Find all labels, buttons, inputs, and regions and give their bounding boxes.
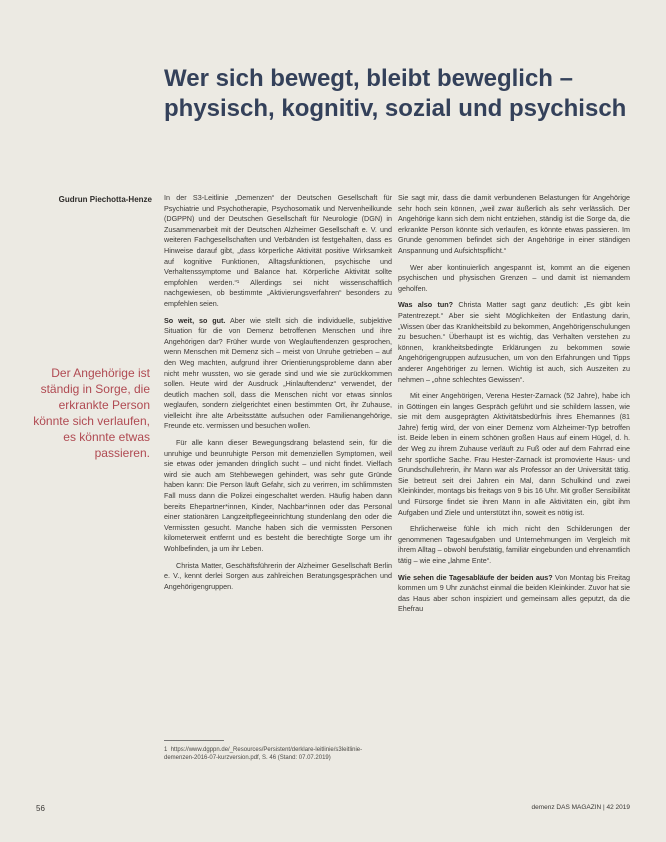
paragraph: Christa Matter, Geschäftsführerin der Alzheimer Gesellschaft Berlin e. V., kennt derlei Sorgen aus zahlreichen Beratungsgesprächen und Angehörigengruppen. xyxy=(164,560,392,591)
paragraph: Sie sagt mir, dass die damit verbundenen Belastungen für Angehörige sehr hoch sein können, „weil zwar äußerlich als sehr verlässlich. Der Angehörige kann sich dem nicht entziehen, ständig ist die Sorge da, die erkrankte Person könnte sich verlaufen, es könnte etwas passieren. Im Grunde genommen befindet sich der Angehörige in einer ständigen Anspannung und Aufsichtspflicht.“ xyxy=(398,193,630,255)
page-number: 56 xyxy=(36,804,45,813)
paragraph: Wer aber kontinuierlich angespannt ist, kommt an die eigenen psychischen und physischen Grenzen – und damit ist niemandem geholfen. xyxy=(398,262,630,293)
paragraph-body: Christa Matter sagt ganz deutlich: „Es gibt kein Patentrezept.“ Aber sie sieht Möglichkeiten der Entlastung darin, „Wissen über das Krankheitsbild zu bekommen, Angehörigenschulungen zu besuchen.“ Überhaupt ist es wichtig, das Verhalten verstehen zu können, krankheitsbedingte Erklärungen zu bekommen sowie Angehörigengruppen aufzusuchen, um von den Erfahrungen und Tipps anderer Angehöriger zu lernen. Wichtig ist auch, sich Auszeiten zu nehmen – „ohne schlechtes Gewissen“. xyxy=(398,300,631,384)
paragraph-lead: Was also tun? xyxy=(398,300,454,310)
paragraph-body: Von Montag bis Freitag kommen um 9 Uhr zunächst einmal die beiden Kleinkinder. Zuvor hat sie das Haus aber schon inspiziert und gemeinsam alles geputzt, da die Ehefrau xyxy=(398,572,630,614)
paragraph: Mit einer Angehörigen, Verena Hester-Zarnack (52 Jahre), habe ich in Göttingen ein langes Gespräch geführt und sie schildern lassen, wie sie mit dem ausgeprägten Aktivitätsbedürfnis ihres Ehemannes (81 Jahre) fertig wird, der von einer Demenz vom Alzheimer-Typ betroffen ist. Beide leben in einem schönen großen Haus auf einem Hügel, d. h. der Weg zu ihrem Zuhause verläuft zu Fuß oder auf dem Fahrrad eine sehr sportliche Sache. Frau Hester-Zarnack ist promovierte Haus- und Grundschullehrerin, ihr Mann war als Professor an der Universität tätig. Sie betreut seit drei Jahren ein Mal, dann Schulkind und zwei Kleinkinder, montags bis freitags von 9 bis 16 Uhr. Mit großer Sensibilität und Fürsorge findet sie ihren Mann in alle Aktivitäten ein, gibt ihm Aufgaben und Ziele und unterstützt ihn, soweit es nötig ist. xyxy=(398,391,630,517)
text-column-left xyxy=(164,193,392,598)
footnote-mark: 1 xyxy=(164,747,168,753)
journal-footer: demenz DAS MAGAZIN | 42 2019 xyxy=(531,804,630,811)
paragraph-lead: Wie sehen die Tagesabläufe der beiden aus? xyxy=(398,572,553,582)
paragraph: In der S3-Leitlinie „Demenzen“ der Deutschen Gesellschaft für Psychiatrie und Psychotherapie, Psychosomatik und Nervenheilkunde (DGPPN) und der Deutschen Gesellschaft für Neurologie (DGN) in Zusammenarbeit mit der Deutschen Alzheimer Gesellschaft e. V. und weiteren Fachgesellschaften und Verbänden ist festgehalten, dass es Hinweise darauf gibt, „dass körperliche Aktivität positive Wirksamkeit auf kognitive Funktionen, Alltagsfunktionen, psychische und Verhaltenssymptome und Balance hat. Körperliche Aktivität sollte empfohlen werden.“¹ Allerdings sei nicht wissenschaftlich nachgewiesen, ob bestimmte „Aktivierungsverfahren“ besonders zu empfehlen seien. xyxy=(164,193,392,308)
paragraph xyxy=(164,316,392,433)
pull-quote: Der Angehörige ist ständig in Sorge, die erkrankte Person könnte sich verlaufen, es könnte etwas passieren. xyxy=(33,366,150,460)
paragraph xyxy=(398,300,630,385)
footnote-link[interactable]: https://www.dgppn.de/_Resources/Persistent/derklare-leitlinie/s3leitlinie-demenzen-2016-07-kurzversion.pdf, S. 46 (Stand: 07.07.2019) xyxy=(164,747,363,761)
footnote-divider xyxy=(164,740,224,741)
paragraph: Ehrlicherweise fühle ich mich nicht den Schilderungen der genommenen Tagesaufgaben und Unternehmungen im Vergleich mit ihrem Alltag – obwohl berufstätig, familiär eingebunden und ehrenamtlich tätig – wie eine „lahme Ente“. xyxy=(398,524,630,565)
text-column-right xyxy=(398,193,630,621)
paragraph-body: Aber wie stellt sich die individuelle, subjektive Situation für die von Demenz betroffenen Menschen und ihre Angehörigen dar? Früher wurde von Weglauftendenzen gesprochen, wenn Menschen mit Demenz sich – meist von Unruhe getrieben – auf den Weg machten, aufgrund ihrer Orientierungsprobleme dann aber nicht mehr wussten, wo sie gerade sind und wie sie zurückkommen sollen. Heute wird der Ausdruck „Hinlauftendenz“ verwendet, der deutlich machen soll, dass die Menschen nicht vor etwas sinnlos weglaufen, sondern zielgerichtet einen bestimmten Ort, ihr Zuhause, vielleicht ihre alte Arbeitsstätte aufsuchen oder Familienangehörige, Freunde etc. vermissen und besuchen wollen. xyxy=(164,315,392,431)
author-name: Gudrun Piechotta-Henze xyxy=(58,195,152,204)
paragraph-lead: So weit, so gut. xyxy=(164,315,226,325)
article-title: Wer sich bewegt, bleibt beweglich – physisch, kognitiv, sozial und psychisch xyxy=(164,65,627,122)
footnote xyxy=(164,746,390,762)
paragraph xyxy=(398,573,630,615)
paragraph: Für alle kann dieser Bewegungsdrang belastend sein, für die unruhige und beunruhigte Person mit demenziellen Symptomen, weil sie etwas oder jemanden dringlich sucht – und nicht findet. Vielfach wird sie auch am Stehbewegen gehindert, was sehr gute Gründe haben kann: Die Person läuft Gefahr, sich zu verirren, im schlimmsten Fall muss dann die Polizei eingeschaltet werden. Häufig haben dann bereits Ehepartner*innen, Kinder, Nachbar*innen oder das Personal einer stationären Langzeitpflegeeinrichtung stundenlang den oder die Vermissten gesucht. Manche haben sich die vermissten Personen kilometerweit entfernt und es besteht die berechtigte Sorge um ihr Wohlbefinden, ja um ihr Leben. xyxy=(164,438,392,553)
